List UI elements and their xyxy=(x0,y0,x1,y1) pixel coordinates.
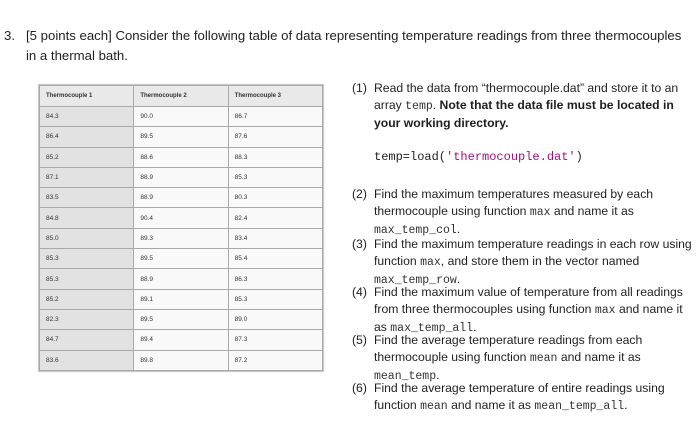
question-number: 3. xyxy=(4,28,15,43)
load-code-line xyxy=(374,150,583,164)
table-row xyxy=(40,249,323,269)
table-cell: 82.4 xyxy=(228,208,322,228)
table-cell: 88.3 xyxy=(228,147,322,167)
table-cell: 89.0 xyxy=(228,309,322,329)
task-text xyxy=(374,236,692,290)
thermocouple-table xyxy=(39,85,323,371)
table-cell: 87.2 xyxy=(228,350,322,370)
table-cell: 85.3 xyxy=(40,249,134,269)
table-cell: 89.5 xyxy=(134,249,228,269)
code-token: max xyxy=(594,303,616,317)
task-number: (2) xyxy=(352,187,367,201)
table-header-row xyxy=(40,86,323,107)
task-text-part: Find the average temperature of entire readings using function xyxy=(374,381,665,412)
table-cell: 88.9 xyxy=(134,269,228,289)
task-text-part: Find the maximum temperature readings in each row using function xyxy=(374,237,692,268)
table-cell: 86.3 xyxy=(228,269,322,289)
table-cell: 85.3 xyxy=(228,167,322,187)
task-text-part: and name it as xyxy=(557,349,641,364)
table-row xyxy=(40,107,323,127)
task-text-part: , and store them in the vector named xyxy=(440,253,640,268)
table-cell: 89.5 xyxy=(134,309,228,329)
table-cell: 89.4 xyxy=(134,330,228,350)
code-part: ) xyxy=(575,150,583,164)
table-row xyxy=(40,330,323,350)
table-cell: 88.9 xyxy=(134,167,228,187)
table-cell: 84.8 xyxy=(40,208,134,228)
column-header: Thermocouple 1 xyxy=(40,86,134,107)
table-cell: 86.4 xyxy=(40,127,134,147)
code-token: mean_temp_all xyxy=(534,399,625,413)
task-number: (1) xyxy=(352,81,367,95)
task-text-part: . xyxy=(456,272,461,287)
task-text-part: . xyxy=(473,320,477,335)
task-number: (6) xyxy=(352,381,367,395)
table-row xyxy=(40,309,323,329)
table-cell: 82.3 xyxy=(40,309,134,329)
table-cell: 89.1 xyxy=(134,289,228,309)
code-token: max xyxy=(420,255,441,269)
task-text-part: Read the data from “thermocouple.dat” and store it to an array xyxy=(374,81,679,112)
table-cell: 89.3 xyxy=(134,228,228,248)
code-token: max_temp_row xyxy=(374,274,457,288)
task-number: (5) xyxy=(352,333,367,347)
task-number: (3) xyxy=(352,237,367,251)
table-row xyxy=(40,289,323,309)
table-row xyxy=(40,188,323,208)
task-text-part: and name it as xyxy=(374,301,683,335)
table-cell: 87.6 xyxy=(228,127,322,147)
data-table-image xyxy=(38,84,324,372)
table-cell: 85.2 xyxy=(40,147,134,167)
task-text-part: Find the maximum value of temperature from all readings from three thermocouples using function xyxy=(374,285,683,316)
table-row xyxy=(40,167,323,187)
task-text-part: . xyxy=(456,222,461,237)
code-part: temp=load( xyxy=(374,150,447,164)
code-token: mean xyxy=(529,351,558,365)
task-text xyxy=(374,380,692,415)
code-token: temp xyxy=(405,99,433,113)
table-cell: 85.4 xyxy=(228,249,322,269)
table-cell: 83.4 xyxy=(228,228,322,248)
code-token: mean xyxy=(420,399,448,413)
table-cell: 86.7 xyxy=(228,107,322,127)
table-row xyxy=(40,208,323,228)
task-text-part: and name it as xyxy=(550,203,634,218)
table-row xyxy=(40,269,323,289)
table-cell: 84.7 xyxy=(40,330,134,350)
table-cell: 87.1 xyxy=(40,167,134,187)
table-cell: 88.6 xyxy=(134,147,228,167)
table-cell: 84.3 xyxy=(40,107,134,127)
table-cell: 80.3 xyxy=(228,188,322,208)
code-token: max_temp_all xyxy=(390,322,474,336)
column-header: Thermocouple 2 xyxy=(134,86,228,107)
code-token: max xyxy=(529,205,551,219)
table-row xyxy=(40,228,323,248)
table-cell: 83.5 xyxy=(40,188,134,208)
task-text-part: Find the maximum temperatures measured by each thermocouple using function xyxy=(374,187,654,218)
table-cell: 85.2 xyxy=(40,289,134,309)
table-row xyxy=(40,350,323,370)
table-cell: 85.3 xyxy=(40,269,134,289)
task-text xyxy=(374,186,692,240)
task-text-part: . xyxy=(436,368,440,383)
table-cell: 89.8 xyxy=(134,350,228,370)
table-row xyxy=(40,127,323,147)
code-string: 'thermocouple.dat' xyxy=(446,150,576,164)
table-cell: 83.6 xyxy=(40,350,134,370)
table-row xyxy=(40,147,323,167)
task-number: (4) xyxy=(352,285,367,299)
task-text-part: and name it as xyxy=(447,397,535,412)
task-text xyxy=(374,332,692,386)
question-text: [5 points each] Consider the following table of data representing temperature readings from three thermocouples in a thermal bath. xyxy=(26,28,682,63)
task-text-part: . xyxy=(432,97,440,112)
task-text xyxy=(374,284,692,338)
table-cell: 85.0 xyxy=(40,228,134,248)
task-text-part: . xyxy=(624,397,628,412)
task-text-part: Find the average temperature readings from each thermocouple using function xyxy=(374,333,643,364)
code-token: max_temp_col xyxy=(374,224,457,238)
table-cell: 85.3 xyxy=(228,289,322,309)
task-note: Note that the data file must be located in your working directory. xyxy=(374,97,674,131)
table-cell: 90.4 xyxy=(134,208,228,228)
table-cell: 90.0 xyxy=(134,107,228,127)
table-cell: 89.5 xyxy=(134,127,228,147)
table-cell: 88.9 xyxy=(134,188,228,208)
column-header: Thermocouple 3 xyxy=(228,86,322,107)
table-cell: 87.3 xyxy=(228,330,322,350)
code-token: mean_temp xyxy=(374,370,437,384)
task-text xyxy=(374,80,692,132)
